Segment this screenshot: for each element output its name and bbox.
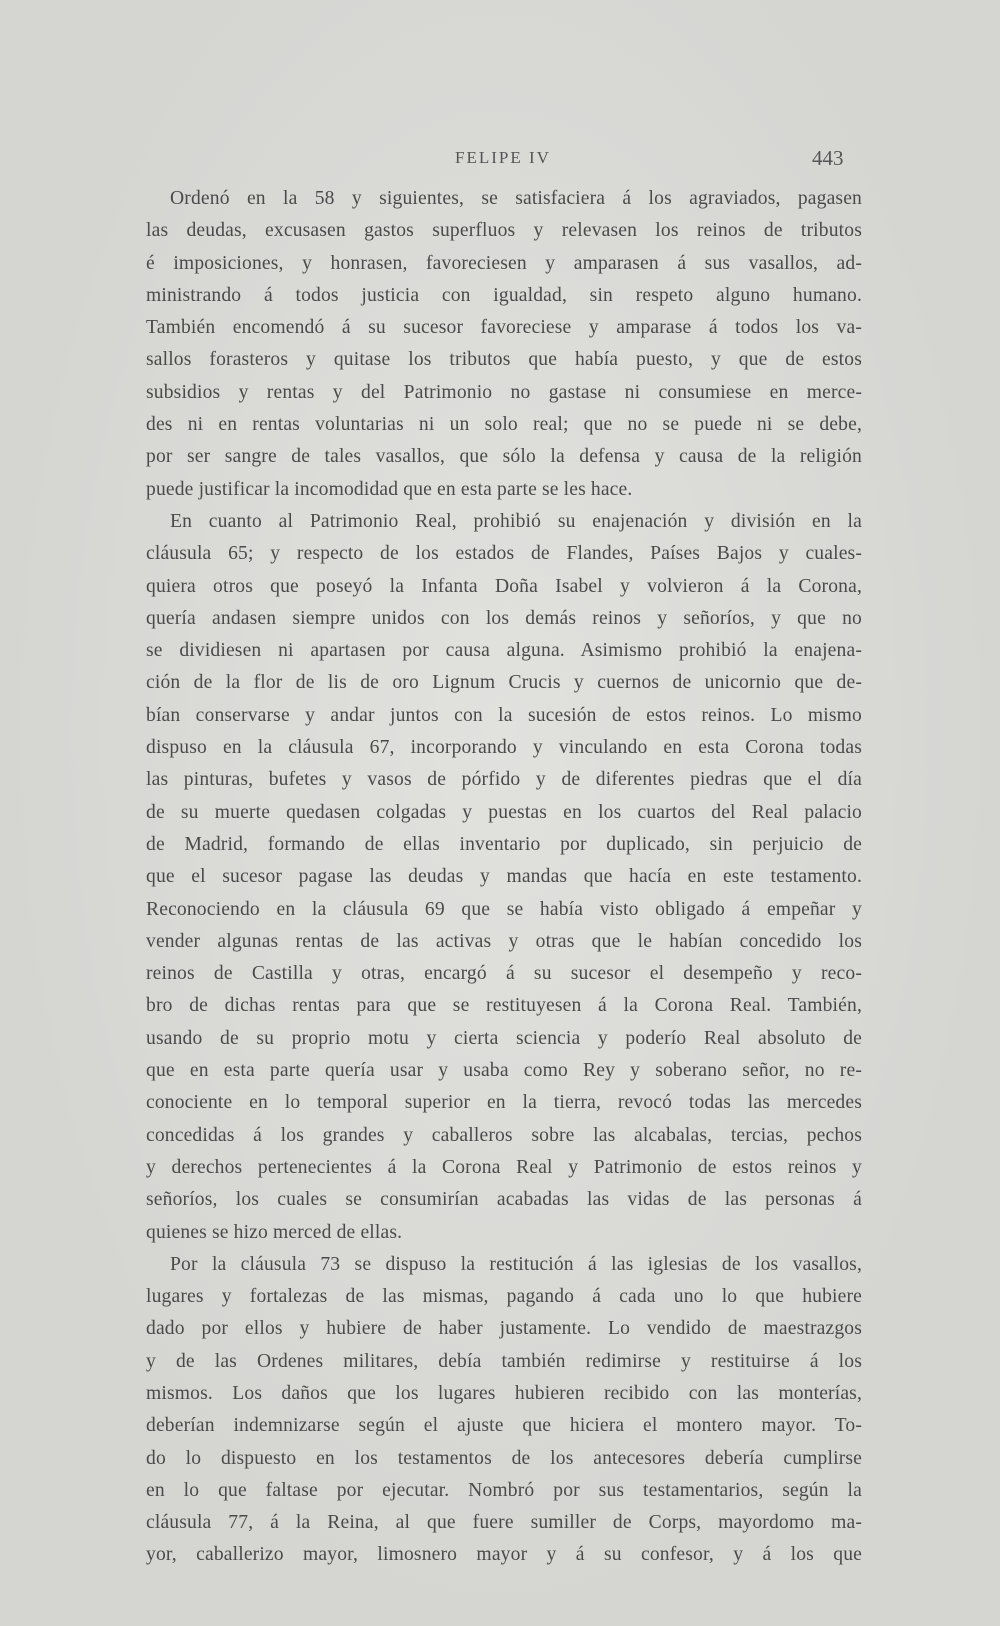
text-line: bían conservarse y andar juntos con la sucesión de estos reinos. Lo mismo: [146, 704, 862, 726]
text-line: Ordenó en la 58 y siguientes, se satisfaciera á los agraviados, pagasen: [170, 188, 862, 209]
text-line: por ser sangre de tales vasallos, que sólo la defensa y causa de la religión: [146, 446, 862, 468]
text-line: lugares y fortalezas de las mismas, pagando á cada uno lo que hubiere: [146, 1286, 862, 1308]
text-line: ministrando á todos justicia con igualdad, sin respeto alguno humano.: [146, 284, 862, 306]
text-line: que el sucesor pagase las deudas y mandas que hacía en este testamento.: [146, 866, 862, 888]
text-line: dispuso en la cláusula 67, incorporando y vinculando en esta Corona todas: [146, 737, 862, 759]
text-line: reinos de Castilla y otras, encargó á su sucesor el desempeño y reco-: [146, 963, 862, 985]
text-line: quería andasen siempre unidos con los demás reinos y señoríos, y que no: [146, 607, 862, 629]
text-line: cláusula 65; y respecto de los estados de Flandes, Países Bajos y cuales-: [146, 543, 862, 565]
text-line: También encomendó á su sucesor favoreciese y amparase á todos los va-: [146, 317, 862, 339]
running-head: [0, 148, 1000, 172]
running-title: FELIPE IV: [455, 148, 551, 167]
text-line: subsidios y rentas y del Patrimonio no gastase ni consumiese en merce-: [146, 381, 862, 403]
text-line: yor, caballerizo mayor, limosnero mayor y á su confesor, y á los que: [146, 1544, 862, 1566]
text-line: Reconociendo en la cláusula 69 que se había visto obligado á empeñar y: [146, 898, 862, 920]
text-line: y derechos pertenecientes á la Corona Real y Patrimonio de estos reinos y: [146, 1156, 862, 1178]
text-line: quienes se hizo merced de ellas.: [146, 1221, 403, 1243]
text-line: vender algunas rentas de las activas y otras que le habían concedido los: [146, 930, 862, 952]
text-line: ción de la flor de lis de oro Lignum Crucis y cuernos de unicornio que de-: [146, 672, 862, 694]
text-line: se dividiesen ni apartasen por causa alguna. Asimismo prohibió la enajena-: [146, 640, 862, 662]
text-line: é imposiciones, y honrasen, favoreciesen y amparasen á sus vasallos, ad-: [146, 252, 862, 274]
text-line: en lo que faltase por ejecutar. Nombró por sus testamentarios, según la: [146, 1479, 862, 1501]
text-line: y de las Ordenes militares, debía también redimirse y restituirse á los: [146, 1350, 862, 1372]
text-line: que en esta parte quería usar y usaba como Rey y soberano señor, no re-: [146, 1060, 862, 1082]
text-line: concedidas á los grandes y caballeros sobre las alcabalas, tercias, pechos: [146, 1124, 862, 1146]
text-line: do lo dispuesto en los testamentos de los antecesores debería cumplirse: [146, 1447, 862, 1469]
text-line: Por la cláusula 73 se dispuso la restitución á las iglesias de los vasallos,: [170, 1253, 862, 1275]
text-line: de Madrid, formando de ellas inventario por duplicado, sin perjuicio de: [146, 833, 862, 855]
text-line: de su muerte quedasen colgadas y puestas en los cuartos del Real palacio: [146, 801, 862, 823]
text-line: las deudas, excusasen gastos superfluos y relevasen los reinos de tributos: [146, 220, 862, 242]
text-line: cláusula 77, á la Reina, al que fuere sumiller de Corps, mayordomo ma-: [146, 1512, 862, 1534]
text-line: des ni en rentas voluntarias ni un solo real; que no se puede ni se debe,: [146, 414, 862, 436]
text-line: bro de dichas rentas para que se restituyesen á la Corona Real. También,: [146, 995, 862, 1017]
text-line: sallos forasteros y quitase los tributos que había puesto, y que de estos: [146, 349, 862, 371]
text-line: dado por ellos y hubiere de haber justamente. Lo vendido de maestrazgos: [146, 1318, 862, 1340]
text-line: En cuanto al Patrimonio Real, prohibió su enajenación y división en la: [170, 510, 862, 532]
text-line: puede justificar la incomodidad que en esta parte se les hace.: [146, 478, 633, 500]
text-line: quiera otros que poseyó la Infanta Doña Isabel y volvieron á la Corona,: [146, 575, 862, 597]
text-line: deberían indemnizarse según el ajuste que hiciera el montero mayor. To-: [146, 1415, 862, 1437]
text-line: conociente en lo temporal superior en la tierra, revocó todas las mercedes: [146, 1092, 862, 1114]
page-number: 443: [812, 146, 844, 170]
text-line: las pinturas, bufetes y vasos de pórfido y de diferentes piedras que el día: [146, 769, 862, 791]
text-line: usando de su proprio motu y cierta sciencia y poderío Real absoluto de: [146, 1027, 862, 1049]
text-line: mismos. Los daños que los lugares hubieren recibido con las monterías,: [146, 1382, 862, 1404]
text-line: señoríos, los cuales se consumirían acabadas las vidas de las personas á: [146, 1189, 862, 1211]
body-text: [146, 183, 862, 1572]
